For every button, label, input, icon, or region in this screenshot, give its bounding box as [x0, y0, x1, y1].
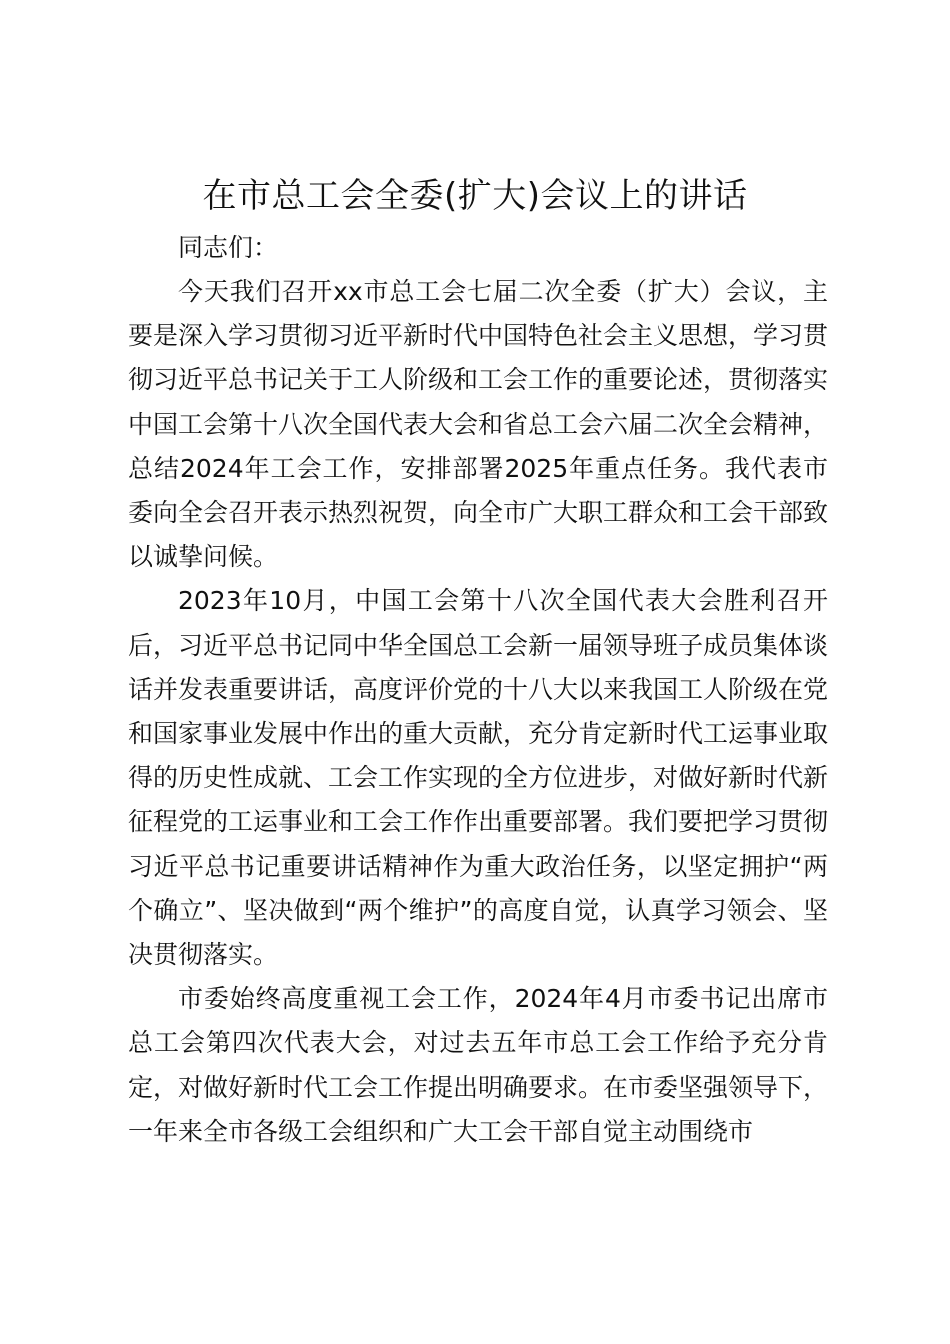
- salutation: 同志们：: [178, 233, 279, 262]
- document-title: 在市总工会全委(扩大)会议上的讲话: [202, 176, 748, 216]
- document-body: [128, 270, 828, 1154]
- paragraph-2: 2023年10月，中国工会第十八次全国代表大会胜利召开后，习近平总书记同中华全国总工会新一届领导班子成员集体谈话并发表重要讲话，高度评价党的十八大以来我国工人阶级在党和国家事业发展中作出的重大贡献，充分肯定新时代工运事业取得的历史性成就、工会工作实现的全方位进步，对做好新时代新征程党的工运事业和工会工作作出重要部署。我们要把学习贯彻习近平总书记重要讲话精神作为重大政治任务，以坚定拥护“两个确立”、坚决做到“两个维护”的高度自觉，认真学习领会、坚决贯彻落实。: [128, 586, 829, 970]
- paragraph-1: 今天我们召开xx市总工会七届二次全委（扩大）会议，主要是深入学习贯彻习近平新时代中国特色社会主义思想，学习贯彻习近平总书记关于工人阶级和工会工作的重要论述，贯彻落实中国工会第十八次全国代表大会和省总工会六届二次全会精神，总结2024年工会工作，安排部署2025年重点任务。我代表市委向全会召开表示热烈祝贺，向全市广大职工群众和工会干部致以诚挚问候。: [128, 277, 829, 572]
- paragraph-3: 市委始终高度重视工会工作，2024年4月市委书记出席市总工会第四次代表大会，对过去五年市总工会工作给予充分肯定，对做好新时代工会工作提出明确要求。在市委坚强领导下，一年来全市各级工会组织和广大工会干部自觉主动围绕市: [128, 984, 829, 1146]
